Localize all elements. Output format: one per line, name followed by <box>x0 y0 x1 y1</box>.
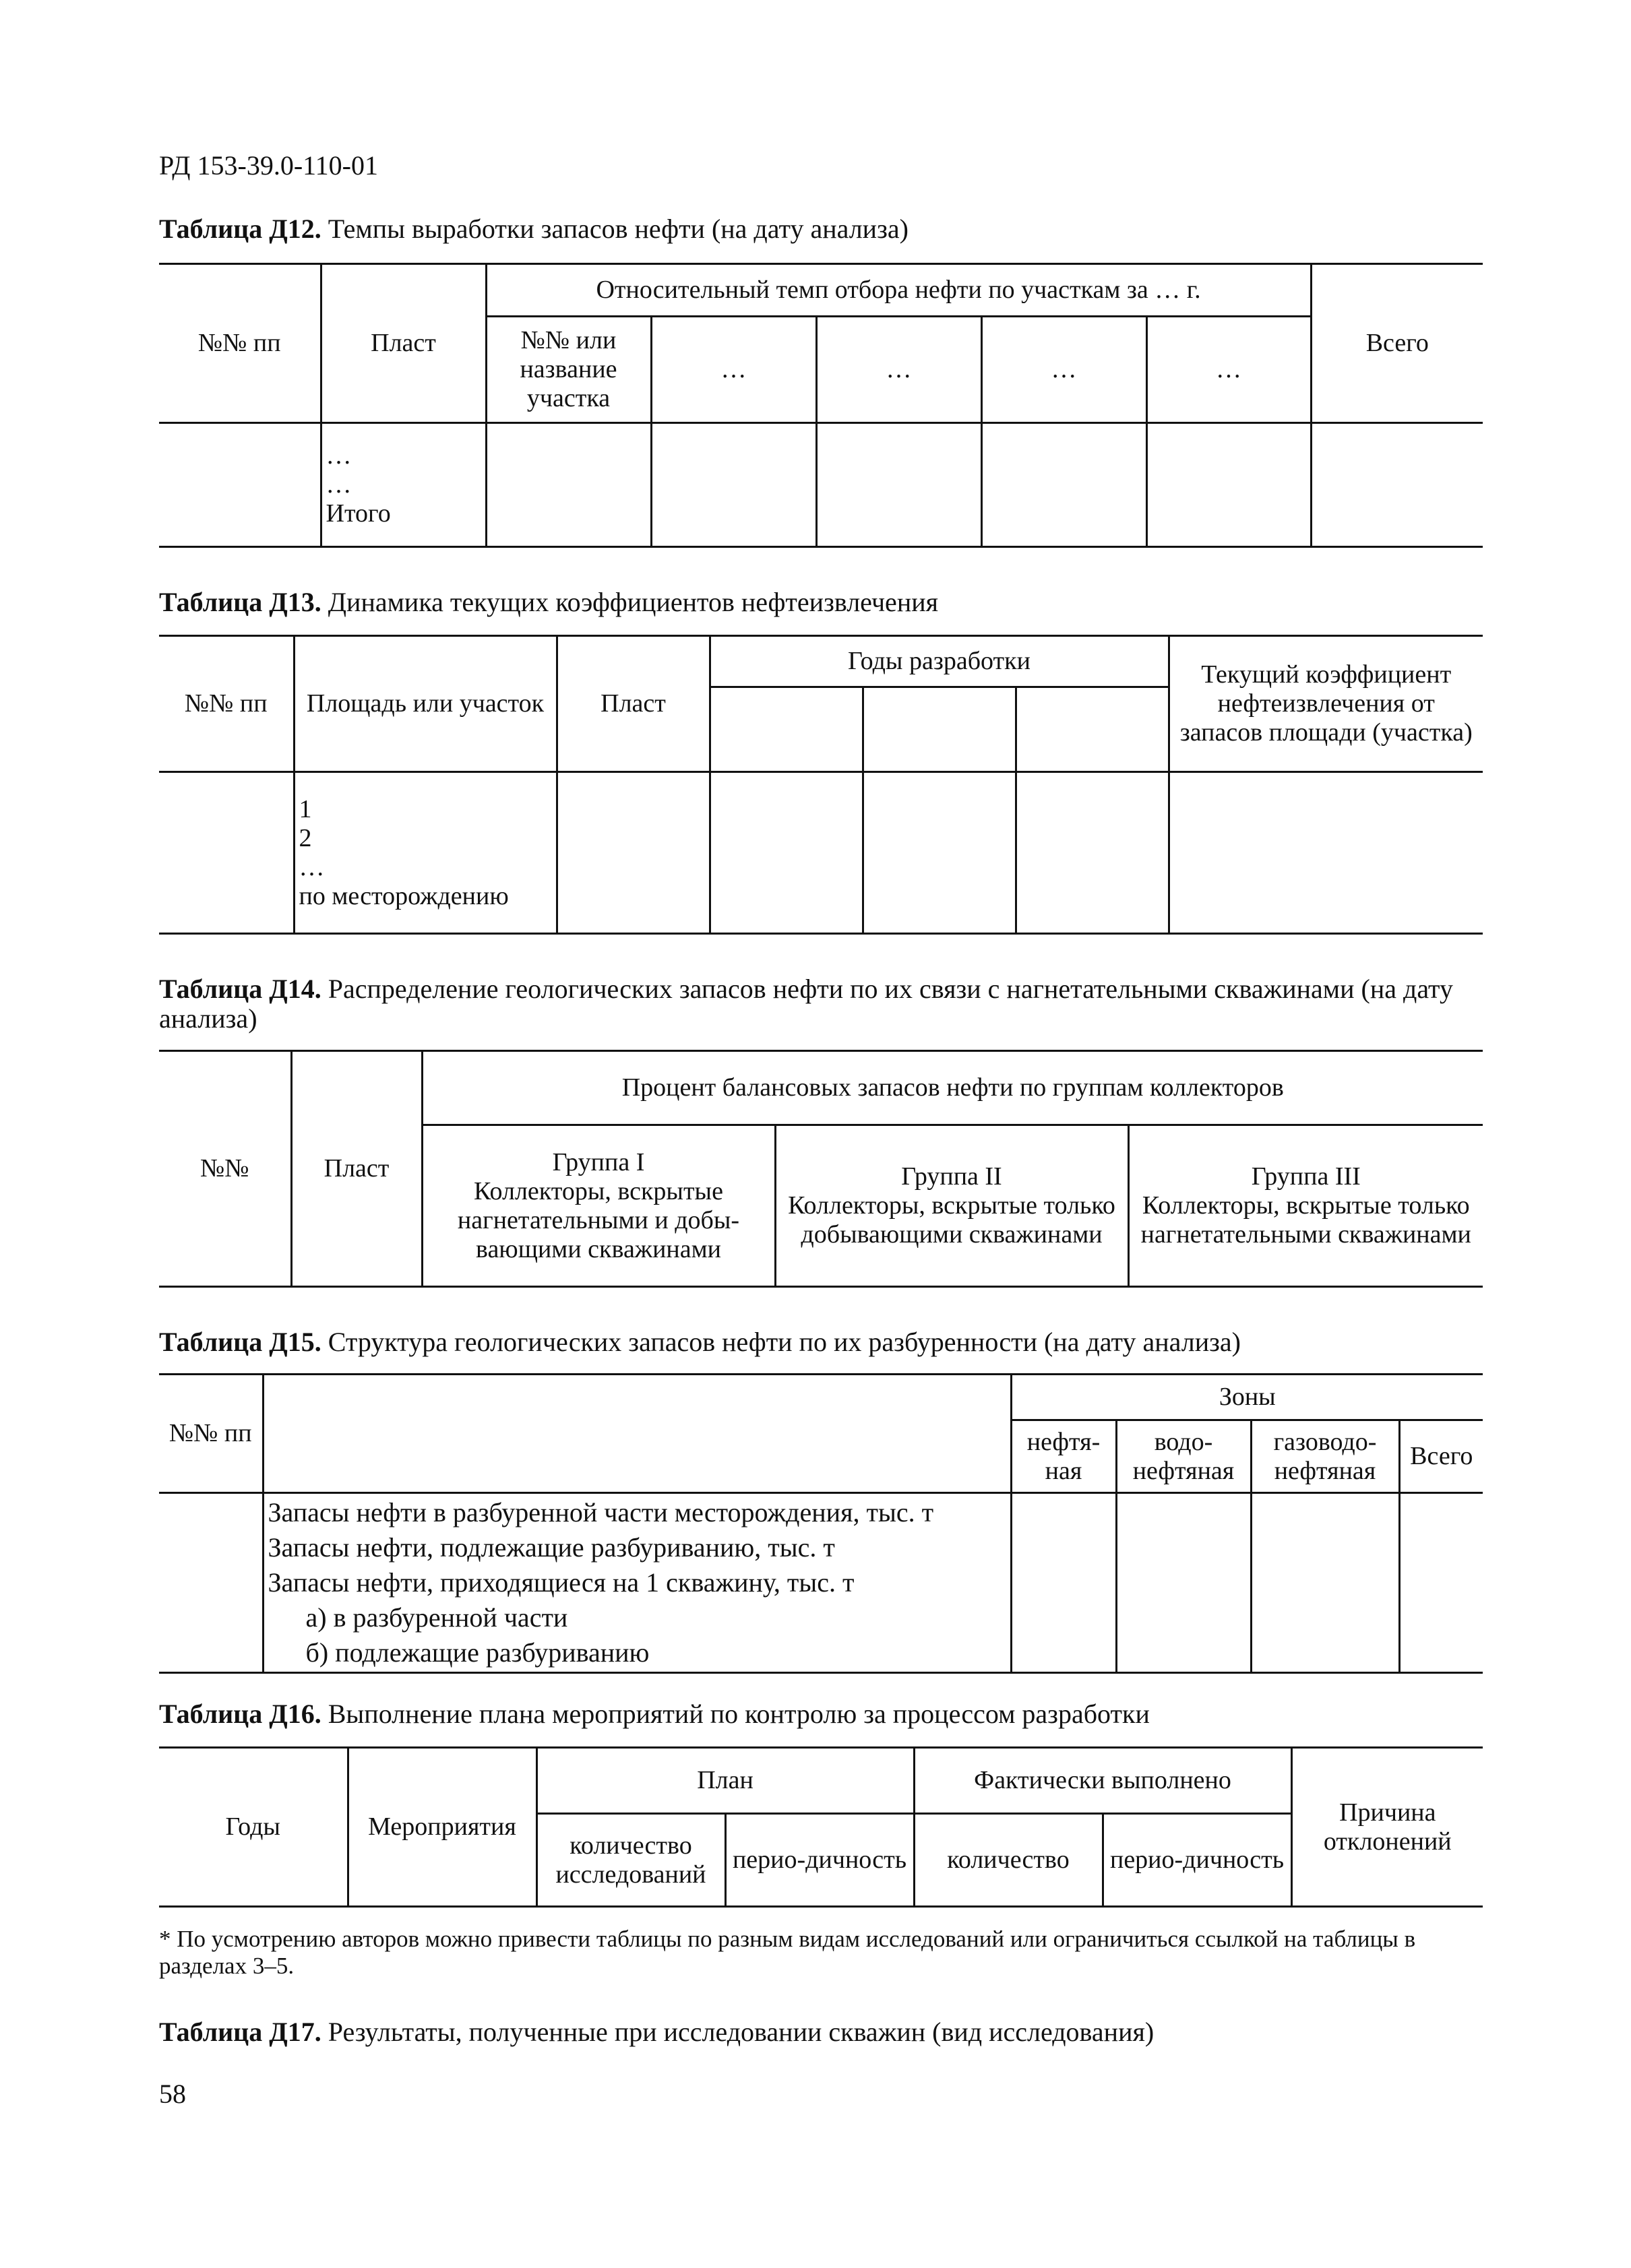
table-d13 <box>159 635 1483 935</box>
t13-col-years: Годы разработки <box>710 636 1169 687</box>
t15-zone-gas-water-oil: газоводо-нефтяная <box>1251 1420 1399 1493</box>
t14-col-percent: Процент балансовых запасов нефти по группам коллекторов <box>422 1051 1483 1125</box>
t13-row-2: 2 <box>299 823 312 852</box>
t14-group-3-title: Группа III <box>1251 1162 1361 1191</box>
t15-cell <box>1399 1493 1483 1673</box>
t14-group-1-title: Группа I <box>552 1147 645 1176</box>
t15-row-4: а) в разбуренной части <box>305 1602 568 1633</box>
t13-row-4: по месторождению <box>299 881 509 910</box>
t13-cell <box>710 772 863 934</box>
t14-group-1 <box>422 1125 775 1287</box>
document-header: РД 153-39.0-110-01 <box>159 150 378 181</box>
t13-col-area: Площадь или участок <box>294 636 557 772</box>
t13-col-num: №№ пп <box>159 636 294 772</box>
t12-col-dots-3: … <box>981 317 1146 423</box>
t12-col-layer: Пласт <box>321 264 486 423</box>
table-d12-caption <box>159 214 1480 244</box>
table-d16-caption <box>159 1699 1480 1729</box>
table-d14 <box>159 1050 1483 1288</box>
table-d16-label: Таблица Д16. <box>159 1699 321 1729</box>
table-d17-title: Результаты, полученные при исследовании скважин (вид исследования) <box>328 2017 1155 2047</box>
t14-group-3-text: Коллекторы, вскрытые только нагнетательными скважинами <box>1140 1191 1471 1249</box>
t12-rows-cell <box>321 423 486 547</box>
t13-year-2 <box>863 687 1016 772</box>
table-d17-label: Таблица Д17. <box>159 2017 321 2047</box>
t12-cell <box>981 423 1146 547</box>
t12-cell <box>486 423 651 547</box>
table-d16 <box>159 1746 1483 1908</box>
t15-row-2: Запасы нефти, подлежащие разбуриванию, тыс. т <box>268 1532 835 1563</box>
t15-row-3: Запасы нефти, приходящиеся на 1 скважину, тыс. т <box>268 1567 855 1598</box>
t12-cell <box>816 423 981 547</box>
t15-zone-water-oil: водо-нефтяная <box>1116 1420 1251 1493</box>
t14-group-3 <box>1128 1125 1483 1287</box>
t13-cell <box>863 772 1016 934</box>
table-d12-title: Темпы выработки запасов нефти (на дату анализа) <box>328 214 909 244</box>
table-d12-label: Таблица Д12. <box>159 214 321 244</box>
t13-year-1 <box>710 687 863 772</box>
t16-col-fact: Фактически выполнено <box>914 1748 1291 1814</box>
t12-cell <box>159 423 321 547</box>
t15-cell <box>1116 1493 1251 1673</box>
t12-col-total: Всего <box>1311 264 1483 423</box>
t12-col-num: №№ пп <box>159 264 321 423</box>
table-d15 <box>159 1373 1483 1674</box>
page-number: 58 <box>159 2079 186 2109</box>
t12-col-dots-2: … <box>816 317 981 423</box>
t16-col-events: Мероприятия <box>348 1748 536 1907</box>
t16-col-plan: План <box>536 1748 914 1814</box>
table-d15-title: Структура геологических запасов нефти по их разбуренности (на дату анализа) <box>328 1327 1241 1357</box>
t13-col-layer: Пласт <box>557 636 710 772</box>
t13-row-3: … <box>299 852 325 881</box>
t12-col-dots-4: … <box>1146 317 1311 423</box>
table-d13-title: Динамика текущих коэффициентов нефтеизвлечения <box>328 587 939 617</box>
t13-rows-cell <box>294 772 557 934</box>
t12-col-dots-1: … <box>651 317 816 423</box>
footnote: * По усмотрению авторов можно привести таблицы по разным видам исследований или ограничиться ссылкой на таблицы в разделах 3–5. <box>159 1926 1416 1979</box>
t15-cell <box>1011 1493 1116 1673</box>
t12-cell <box>651 423 816 547</box>
t16-col-years: Годы <box>159 1748 348 1907</box>
table-d15-label: Таблица Д15. <box>159 1327 321 1357</box>
t14-col-layer: Пласт <box>291 1051 422 1287</box>
t15-zone-oil: нефтя-ная <box>1011 1420 1116 1493</box>
t15-zone-total: Всего <box>1399 1420 1483 1493</box>
t15-row-5: б) подлежащие разбуриванию <box>305 1637 650 1668</box>
t12-row-total: Итого <box>326 499 391 528</box>
table-d16-title: Выполнение плана мероприятий по контролю за процессом разработки <box>328 1699 1150 1729</box>
t15-col-num: №№ пп <box>159 1375 263 1493</box>
table-d13-label: Таблица Д13. <box>159 587 321 617</box>
table-d15-caption <box>159 1327 1480 1357</box>
t15-row-1: Запасы нефти в разбуренной части месторождения, тыс. т <box>268 1497 934 1527</box>
t15-col-empty <box>263 1375 1011 1493</box>
t15-cell <box>159 1493 263 1673</box>
t16-fact-period: перио-дичность <box>1103 1814 1291 1907</box>
t15-cell <box>1251 1493 1399 1673</box>
t14-group-2 <box>775 1125 1128 1287</box>
t13-col-coef: Текущий коэффициент нефтеизвлечения от запасов площади (участка) <box>1169 636 1483 772</box>
t12-row-2: … <box>326 470 352 499</box>
t12-col-area: №№ или название участка <box>486 317 651 423</box>
table-d14-caption <box>159 974 1480 1034</box>
t12-cell <box>1311 423 1483 547</box>
t12-row-1: … <box>326 441 352 470</box>
table-d14-title: Распределение геологических запасов нефти по их связи с нагнетательными скважинами (на дату анализа) <box>159 974 1454 1034</box>
t16-fact-count: количество <box>914 1814 1103 1907</box>
t14-group-2-text: Коллекторы, вскрытые только добывающими скважинами <box>788 1191 1115 1249</box>
t13-row-1: 1 <box>299 794 312 823</box>
t13-cell <box>1169 772 1483 934</box>
table-d14-label: Таблица Д14. <box>159 974 321 1004</box>
t16-plan-period: перио-дичность <box>725 1814 914 1907</box>
t13-cell <box>557 772 710 934</box>
t15-col-zones: Зоны <box>1011 1375 1483 1420</box>
t15-rows-cell <box>263 1493 1011 1673</box>
t13-year-3 <box>1016 687 1169 772</box>
t12-col-rate: Относительный темп отбора нефти по участкам за … г. <box>486 264 1311 317</box>
t16-plan-count: количество исследований <box>536 1814 725 1907</box>
t14-group-2-title: Группа II <box>901 1162 1002 1191</box>
t13-cell <box>1016 772 1169 934</box>
table-d17-caption <box>159 2017 1480 2047</box>
table-d12 <box>159 263 1483 548</box>
t13-cell <box>159 772 294 934</box>
t14-col-num: №№ <box>159 1051 291 1287</box>
t16-col-reason: Причина отклонений <box>1291 1748 1483 1907</box>
t14-group-1-text: Коллекторы, вскрытые нагнетательными и добы-вающими скважинами <box>457 1176 740 1263</box>
table-d13-caption <box>159 588 1480 617</box>
t12-cell <box>1146 423 1311 547</box>
